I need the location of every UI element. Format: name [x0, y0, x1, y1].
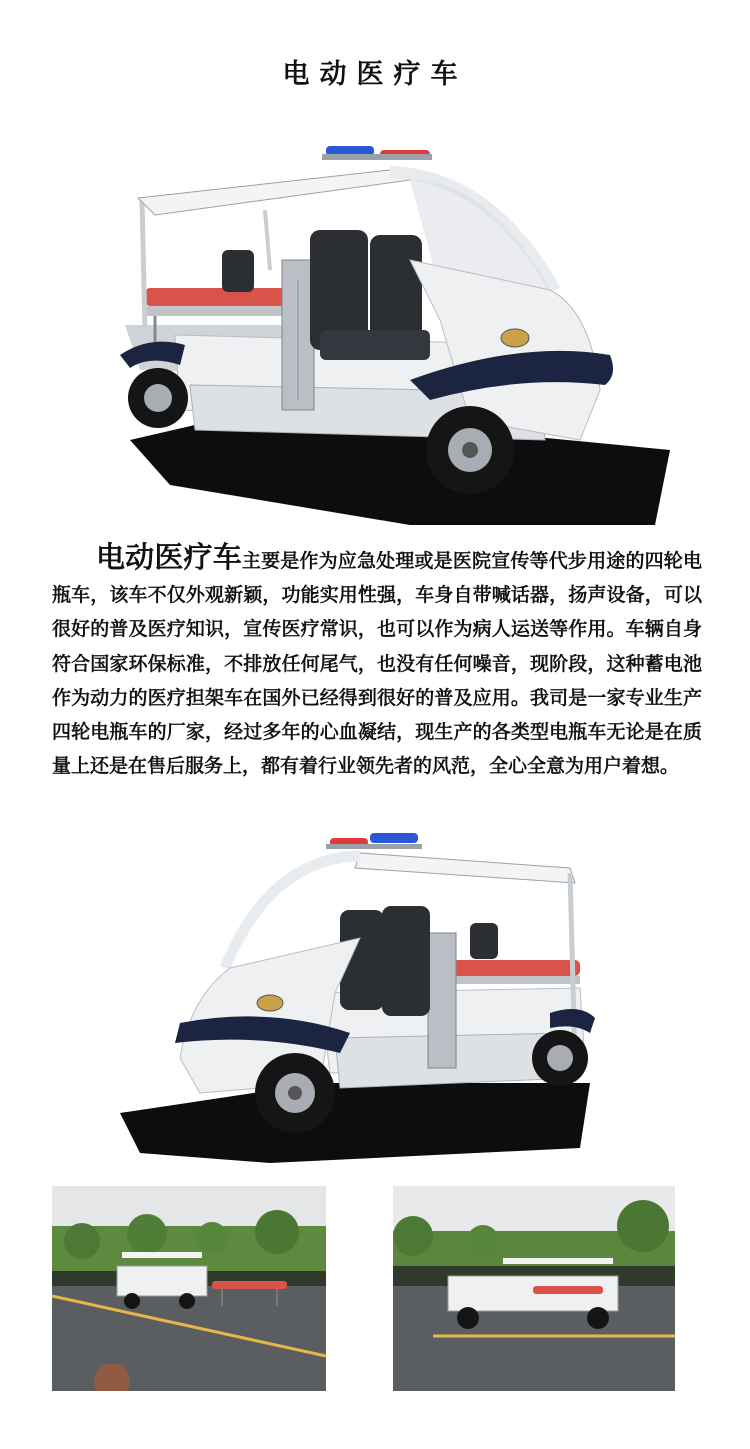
product-photo-side-left	[120, 828, 600, 1168]
description-lead: 电动医疗车	[96, 540, 242, 574]
page-title: 电动医疗车	[282, 59, 468, 90]
product-description	[52, 540, 702, 783]
thumbnail-photo-outdoor-side	[393, 1186, 675, 1391]
description-body: 主要是作为应急处理或是医院宣传等代步用途的四轮电瓶车，该车不仅外观新颖，功能实用性强，车身自带喊话器，扬声设备，可以很好的普及医疗知识，宣传医疗常识，也可以作为病人运送等作用。车辆自身符合国家环保标准，不排放任何尾气，也没有任何噪音，现阶段，这种蓄电池作为动力的医疗担架车在国外已经得到很好的普及应用。我司是一家专业生产四轮电瓶车的厂家，经过多年的心血凝结，现生产的各类型电瓶车无论是在质量上还是在售后服务上，都有着行业领先者的风范，全心全意为用户着想。	[52, 550, 702, 778]
product-photo-side-right	[110, 140, 680, 525]
thumbnail-photo-outdoor-stretcher	[52, 1186, 326, 1391]
